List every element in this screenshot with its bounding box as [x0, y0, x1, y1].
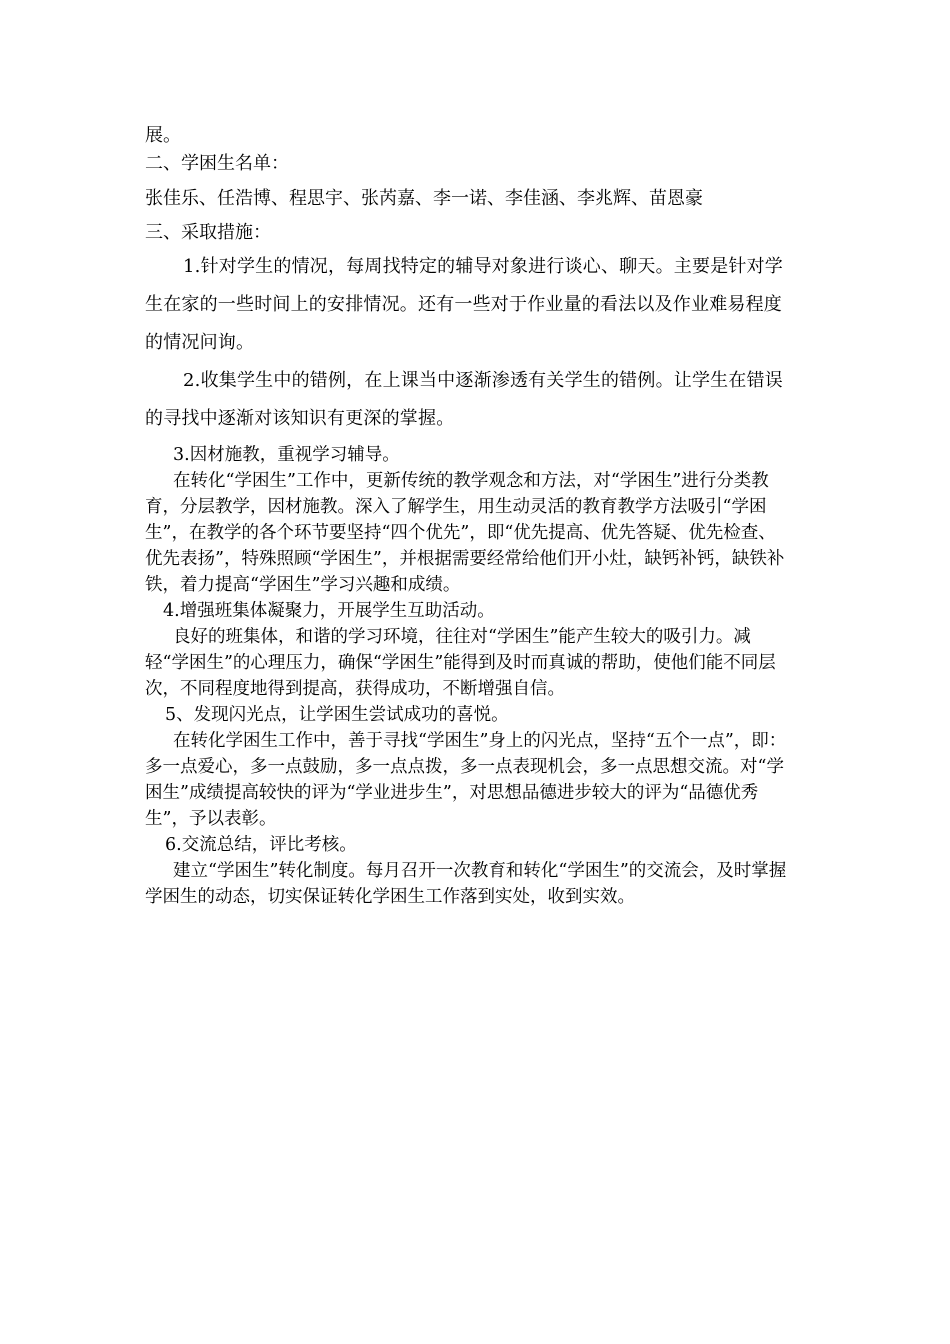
heading-measures: 三、采取措施：	[145, 222, 271, 243]
measure-4-heading: 4.增强班集体凝聚力，开展学生互助活动。	[163, 601, 495, 621]
measure-4-body: 良好的班集体，和谐的学习环境，往往对“学困生”能产生较大的吸引力。减轻“学困生”的心理压力，确保“学困生”能得到及时而真诚的帮助，使他们能不同层次，不同程度地得到提高，获得成功，不断增强自信。	[145, 627, 776, 699]
heading-student-list: 二、学困生名单：	[145, 153, 289, 174]
measure-2: 2.收集学生中的错例，在上课当中逐渐渗透有关学生的错例。让学生在错误的寻找中逐渐对该知识有更深的掌握。	[145, 370, 783, 429]
measure-3-heading: 3.因材施教，重视学习辅导。	[173, 445, 400, 465]
paragraph-continuation: 展。	[145, 125, 181, 146]
section-intro	[145, 122, 790, 438]
student-names: 张佳乐、任浩博、程思宇、张芮嘉、李一诺、李佳涵、李兆辉、苗恩豪	[145, 188, 703, 209]
measure-6-body: 建立“学困生”转化制度。每月召开一次教育和转化“学困生”的交流会，及时掌握学困生的动态，切实保证转化学困生工作落到实处，收到实效。	[145, 861, 787, 907]
measure-1: 1.针对学生的情况，每周找特定的辅导对象进行谈心、聊天。主要是针对学生在家的一些时间上的安排情况。还有一些对于作业量的看法以及作业难易程度的情况问询。	[145, 256, 783, 353]
measure-6-heading: 6.交流总结，评比考核。	[165, 835, 357, 855]
document-body	[145, 122, 790, 910]
measure-3-body: 在转化“学困生”工作中，更新传统的教学观念和方法，对“学困生”进行分类教育，分层教学，因材施教。深入了解学生，用生动灵活的教育教学方法吸引“学困生”，在教学的各个环节要坚持“四个优先”，即“优先提高、优先答疑、优先检查、优先表扬”，特殊照顾“学困生”，并根据需要经常给他们开小灶，缺钙补钙，缺铁补铁，着力提高“学困生”学习兴趣和成绩。	[145, 471, 785, 595]
section-details	[145, 442, 790, 910]
measure-5-body: 在转化学困生工作中，善于寻找“学困生”身上的闪光点，坚持“五个一点”，即：多一点爱心，多一点鼓励，多一点点拨，多一点表现机会，多一点思想交流。对“学困生”成绩提高较快的评为“学业进步生”，对思想品德进步较大的评为“品德优秀生”，予以表彰。	[145, 731, 787, 829]
measure-5-heading: 5、发现闪光点，让学困生尝试成功的喜悦。	[165, 705, 509, 725]
